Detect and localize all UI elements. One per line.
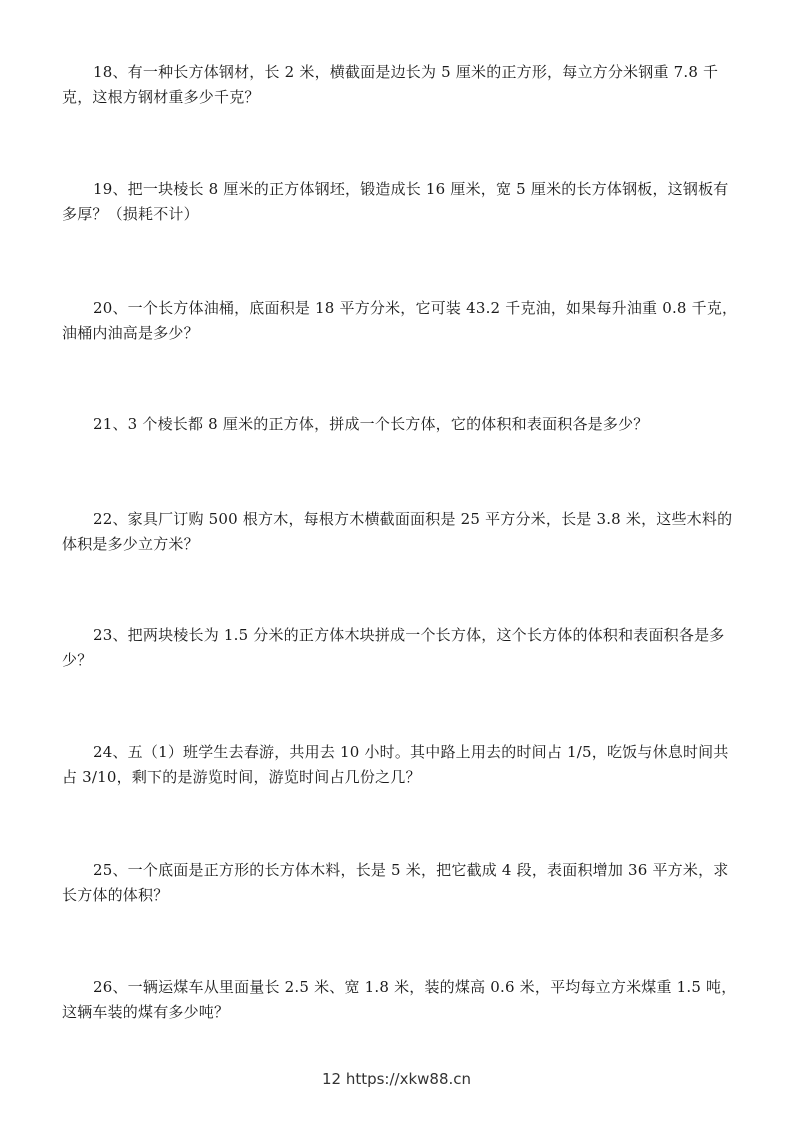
page-footer: 12 https://xkw88.cn	[321, 1070, 472, 1088]
problem-21: 21、3 个棱长都 8 厘米的正方体，拼成一个长方体，它的体积和表面积各是多少？	[93, 415, 649, 433]
problem-19: 19、把一块棱长 8 厘米的正方体钢坯，锻造成长 16 厘米，宽 5 厘米的长方体钢板，这钢板有多厚？（损耗不计）	[62, 180, 729, 223]
problem-24: 24、五（1）班学生去春游，共用去 10 小时。其中路上用去的时间占 1/5，吃饭与休息时间共占 3/10，剩下的是游览时间，游览时间占几份之几？	[62, 743, 729, 786]
problem-23: 23、把两块棱长为 1.5 分米的正方体木块拼成一个长方体，这个长方体的体积和表面积各是多少？	[62, 626, 725, 669]
problem-22: 22、家具厂订购 500 根方木，每根方木横截面面积是 25 平方分米，长是 3.8 米，这些木料的体积是多少立方米？	[62, 510, 733, 553]
problem-25: 25、一个底面是正方形的长方体木料，长是 5 米，把它截成 4 段，表面积增加 36 平方米，求长方体的体积？	[62, 861, 729, 904]
problem-26: 26、一辆运煤车从里面量长 2.5 米、宽 1.8 米，装的煤高 0.6 米，平均每立方米煤重 1.5 吨，这辆车装的煤有多少吨？	[62, 978, 737, 1021]
problem-18: 18、有一种长方体钢材，长 2 米，横截面是边长为 5 厘米的正方形，每立方分米钢重 7.8 千克，这根方钢材重多少千克？	[62, 63, 719, 106]
problem-20: 20、一个长方体油桶，底面积是 18 平方分米，它可装 43.2 千克油，如果每升油重 0.8 千克，油桶内油高是多少？	[62, 299, 738, 342]
